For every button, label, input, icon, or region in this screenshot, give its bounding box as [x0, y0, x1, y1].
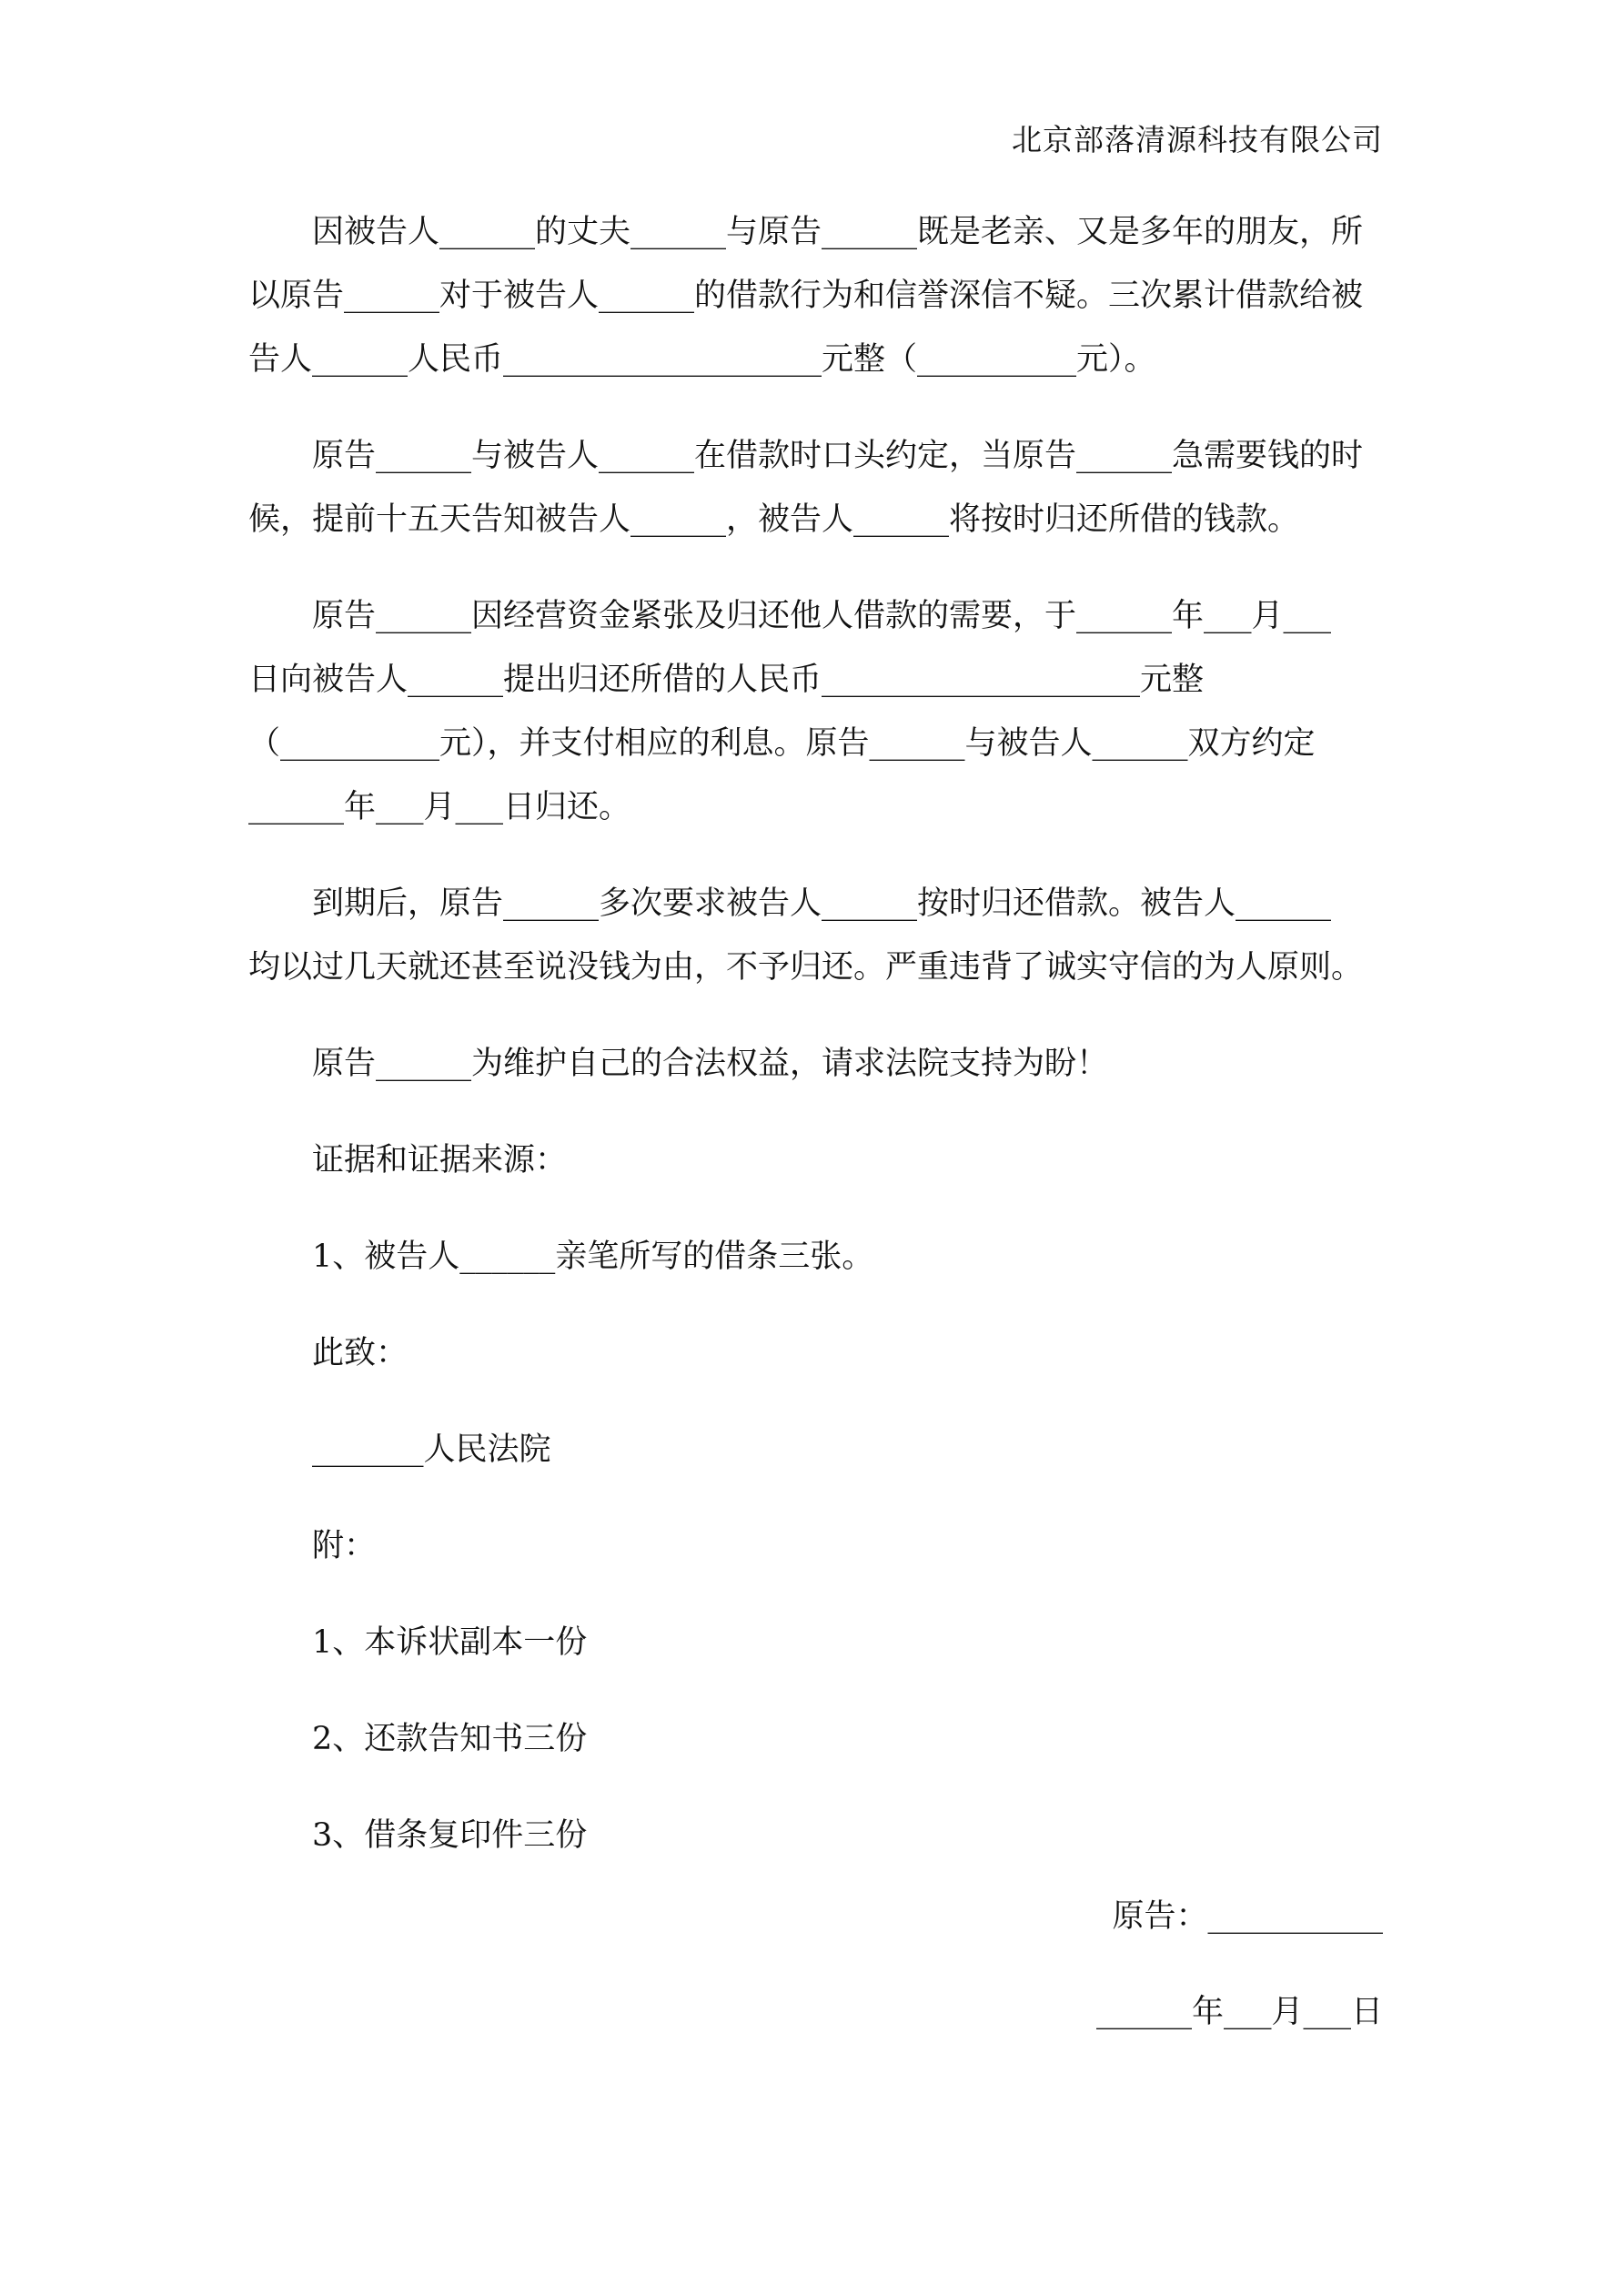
paragraph-request: 原告______为维护自己的合法权益，请求法院支持为盼！ [312, 1046, 1109, 1082]
paragraph-verbal-agreement [248, 424, 1381, 551]
text-line: 原告______与被告人______在借款时口头约定，当原告______急需要钱的时 [312, 438, 1364, 474]
evidence-item: 1、被告人______亲笔所写的借条三张。 [312, 1239, 874, 1275]
document-body [248, 200, 1381, 1900]
text-line: 原告______因经营资金紧张及归还他人借款的需要，于______年___月___ [312, 598, 1332, 634]
attachment-item: 2、还款告知书三份 [312, 1721, 588, 1757]
text-line: 因被告人______的丈夫______与原告______既是老亲、又是多年的朋友，所 [312, 214, 1364, 250]
text-line: 候，提前十五天告知被告人______，被告人______将按时归还所借的钱款。 [248, 501, 1300, 538]
text-line: 均以过几天就还甚至说没钱为由，不予归还。严重违背了诚实守信的为人原则。 [248, 949, 1364, 986]
attachments-heading: 附： [312, 1528, 377, 1564]
text-line: 日向被告人______提出归还所借的人民币____________________元整 [248, 662, 1205, 698]
court-name: _______人民法院 [312, 1431, 551, 1468]
text-line: ______年___月___日归还。 [248, 789, 631, 825]
paragraph-repayment-request [248, 584, 1381, 839]
plaintiff-signature: 原告：___________ [1112, 1898, 1383, 1935]
paragraph-loan-background [248, 200, 1381, 391]
text-line: 以原告______对于被告人______的借款行为和信誉深信不疑。三次累计借款给被 [248, 278, 1364, 314]
evidence-heading: 证据和证据来源： [312, 1142, 568, 1178]
salutation: 此致： [312, 1335, 409, 1371]
attachment-item: 1、本诉状副本一份 [312, 1624, 588, 1661]
text-line: 到期后，原告______多次要求被告人______按时归还借款。被告人______ [312, 885, 1332, 922]
attachment-item: 3、借条复印件三份 [312, 1817, 588, 1854]
company-header: 北京部落清源科技有限公司 [1012, 122, 1383, 157]
signature-date: ______年___月___日 [1095, 1994, 1383, 2030]
paragraph-default [248, 872, 1381, 999]
text-line: （__________元），并支付相应的利息。原告______与被告人______双方约定 [248, 725, 1316, 762]
text-line: 告人______人民币____________________元整（__________元）。 [248, 341, 1156, 378]
